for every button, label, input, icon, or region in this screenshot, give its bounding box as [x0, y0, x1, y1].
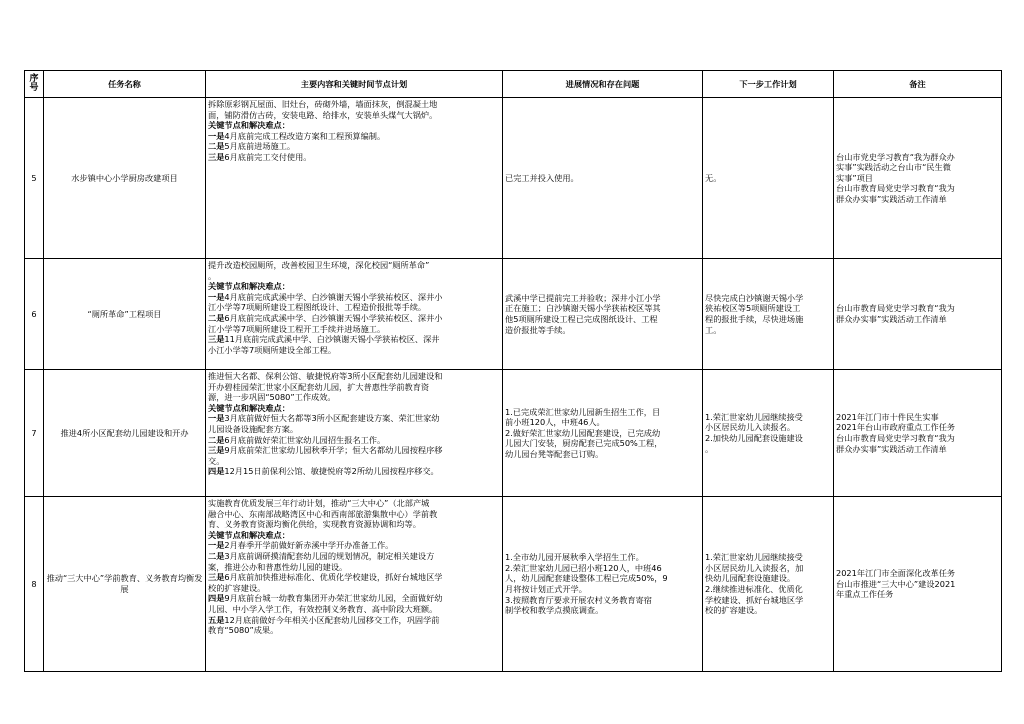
- next-plan-line: 。: [705, 443, 714, 454]
- header-remarks: 备注: [834, 71, 1002, 98]
- cell-seq: 6: [25, 259, 44, 370]
- next-plan-line: 学校建设、抓好台城地区学: [705, 594, 804, 605]
- progress-line: 1.全市幼儿园开展秋季入学招生工作。: [505, 552, 644, 563]
- next-plan-line: 尽快完成白沙镇谢天锡小学: [705, 292, 804, 303]
- cell-content: [206, 497, 503, 672]
- cell-task-name: 推动“三大中心”学前教育、义务教育均衡发展: [44, 497, 206, 672]
- remarks-line: 台山市教育局党史学习教育“我为: [836, 433, 955, 443]
- next-plan-line: 工。: [705, 324, 722, 335]
- next-plan-line: 1.荣汇世家幼儿园继续接受: [705, 552, 803, 563]
- progress-line: 2.做好荣汇世家幼儿园配套建设，已完成幼: [505, 427, 661, 438]
- header-content: 主要内容和关键时间节点计划: [206, 71, 503, 98]
- cell-seq: 5: [25, 98, 44, 259]
- cell-remarks: [834, 370, 1002, 497]
- cell-remarks: [834, 497, 1002, 672]
- content-line: 江小学等7项厕所建设工程开工手续并进场施工。: [208, 323, 386, 334]
- cell-progress: [503, 370, 703, 497]
- cell-next-plan: [703, 497, 834, 672]
- progress-line: 幼儿园台凳等配套已订购。: [505, 448, 604, 459]
- next-plan-line: 狭祐校区等5项厕所建设工: [705, 303, 801, 314]
- cell-content: [206, 370, 503, 497]
- content-line: 提升改造校园厕所，改善校园卫生环境，深化校园“厕所革命”: [208, 260, 430, 270]
- content-line: 三是6月底前完工交付使用。: [208, 151, 312, 162]
- content-line: 二是6月底前完成武溪中学、白沙镇谢天锡小学狭祐校区、深井小: [208, 312, 443, 323]
- remarks-line: 年重点工作任务: [836, 589, 894, 600]
- content-line: 关键节点和解决难点：: [208, 120, 290, 131]
- content-line: 源，进一步巩固“5080”工作成效。: [208, 392, 336, 403]
- cell-task-name: “厕所革命”工程项目: [44, 259, 206, 370]
- cell-content: [206, 98, 503, 259]
- header-task: 任务名称: [44, 71, 206, 98]
- cell-seq: 7: [25, 370, 44, 497]
- content-line: 融合中心、东南部战略湾区中心和西南部旅游集散中心）学前教: [208, 508, 438, 519]
- table-row: [25, 370, 1002, 497]
- progress-line: 3.按照教育厅要求开展农村义务教育寄宿: [505, 594, 652, 605]
- cell-progress: [503, 497, 703, 672]
- content-line: 二是6月底前做好荣汇世家幼儿园招生报名工作。: [208, 434, 386, 445]
- cell-content: [206, 259, 503, 370]
- content-line: 一是3月底前做好恒大名都等3所小区配套建设方案、荣汇世家幼: [208, 413, 440, 424]
- header-progress: 进展情况和存在问题: [503, 71, 703, 98]
- next-plan-line: 无。: [705, 172, 722, 183]
- next-plan-line: 校的扩容建设。: [705, 605, 763, 616]
- content-line: 一是4月底前完成武溪中学、白沙镇谢天锡小学狭祐校区、深井小: [208, 291, 443, 302]
- remarks-line: 实事”实践活动之台山市“民生微: [836, 162, 951, 173]
- content-line: 育、义务教育资源均衡化供给，实现教育资源协调和均等。: [208, 519, 421, 530]
- content-line: 二是3月底前调研摸清配套幼儿园的规划情况，制定相关建设方: [208, 550, 435, 561]
- content-line: 四是9月底前台城一幼教育集团开办荣汇世家幼儿园，全面做好幼: [208, 593, 443, 604]
- next-plan-line: 程的报批手续，尽快进场施: [705, 314, 804, 324]
- header-row: [25, 71, 1002, 98]
- header-next: 下一步工作计划: [703, 71, 834, 98]
- content-line: 一是4月底前完成工程改造方案和工程预算编制。: [208, 130, 386, 141]
- remarks-line: 2021年江门市十件民生实事: [836, 411, 939, 422]
- content-line: 案，推进公办和普惠性幼儿园的建设。: [208, 561, 348, 572]
- table-row: [25, 259, 1002, 370]
- remarks-line: 台山市党史学习教育“我为群众办: [836, 151, 955, 162]
- progress-line: 已完工并投入使用。: [505, 172, 579, 183]
- progress-line: 前小班120人，中班46人。: [505, 417, 605, 428]
- cell-seq: 8: [25, 497, 44, 672]
- progress-line: 月将按计划正式开学。: [505, 584, 587, 594]
- content-line: 交。: [208, 455, 225, 466]
- task-table: [24, 70, 1002, 672]
- content-line: 一是2月春季开学前做好新赤溪中学开办准备工作。: [208, 540, 394, 551]
- table-row: [25, 497, 1002, 672]
- content-line: 四是12月15日前保利公馆、敏捷悦府等2所幼儿园按程序移交。: [208, 466, 439, 477]
- content-line: 三是11月底前完成武溪中学、白沙镇谢天锡小学狭祐校区、深井: [208, 334, 440, 345]
- remarks-line: 台山市教育局党史学习教育“我为: [836, 303, 955, 314]
- remarks-line: 群众办实事”实践活动工作清单: [836, 314, 947, 324]
- progress-line: 他5项厕所建设工程已完成图纸设计、工程: [505, 314, 658, 324]
- content-line: 三是9月底前荣汇世家幼儿园秋季开学；恒大名都幼儿园按程序移: [208, 445, 443, 456]
- progress-line: 制学校和教学点摸底调查。: [505, 605, 604, 616]
- content-line: 拆除原彩钢瓦屋面、旧灶台，砖砌外墙，墙面抹灰，倒混凝土地: [208, 99, 438, 109]
- content-line: 校的扩容建设。: [208, 582, 266, 593]
- content-line: 江小学等7项厕所建设工程图纸设计、工程造价报批等手续。: [208, 302, 427, 313]
- content-line: 推进恒大名都、保利公馆、敏捷悦府等3所小区配套幼儿园建设和: [208, 371, 443, 381]
- cell-next-plan: [703, 259, 834, 370]
- cell-progress: [503, 98, 703, 259]
- progress-line: 造价报批等手续。: [505, 324, 571, 335]
- cell-remarks: [834, 259, 1002, 370]
- next-plan-line: 2.继续推进标准化、优质化: [705, 584, 803, 594]
- cell-progress: [503, 259, 703, 370]
- progress-line: 正在施工；白沙镇谢天锡小学狭祐校区等其: [505, 303, 661, 314]
- content-line: 三是6月底前加快推进标准化、优质化学校建设，抓好台城地区学: [208, 572, 443, 583]
- content-line: 二是5月底前进场施工。: [208, 141, 296, 152]
- remarks-line: 2021年台山市政府重点工作任务: [836, 422, 956, 433]
- content-line: 儿园设备设施配套方案。: [208, 423, 299, 434]
- content-line: 关键节点和解决难点：: [208, 281, 290, 292]
- remarks-line: 群众办实事”实践活动工作清单: [836, 193, 947, 204]
- content-line: 。: [208, 270, 217, 281]
- content-line: 小江小学等7项厕所建设全部工程。: [208, 344, 337, 355]
- remarks-line: 实事”项目: [836, 172, 873, 183]
- next-plan-line: 快幼儿园配套设施建设。: [705, 573, 796, 584]
- remarks-line: 群众办实事”实践活动工作清单: [836, 443, 947, 454]
- table-row: [25, 98, 1002, 259]
- remarks-line: 2021年江门市全面深化改革任务: [836, 568, 956, 579]
- content-line: 开办碧桂园荣汇世家小区配套幼儿园，扩大普惠性学前教育资: [208, 381, 430, 392]
- cell-next-plan: [703, 98, 834, 259]
- content-line: 五是12月底前做好今年相关小区配套幼儿园移交工作，巩固学前: [208, 614, 440, 625]
- progress-line: 儿园大门安装，厨房配套已完成50%工程，: [505, 438, 663, 449]
- content-line: 关键节点和解决难点：: [208, 402, 290, 413]
- header-seq: 序号: [25, 71, 44, 98]
- progress-line: 武溪中学已提前完工并验收；深井小江小学: [505, 292, 661, 303]
- next-plan-line: 小区居民幼儿入读报名。: [705, 422, 796, 433]
- cell-remarks: [834, 98, 1002, 259]
- cell-next-plan: [703, 370, 834, 497]
- content-line: 教育“5080”成果。: [208, 625, 279, 636]
- cell-task-name: 水步镇中心小学厨房改建项目: [44, 98, 206, 259]
- next-plan-line: 2.加快幼儿园配套设施建设: [705, 433, 803, 443]
- content-line: 面，铺防滑仿古砖，安装电路、给排水，安装单头煤气大锅炉。: [208, 109, 438, 120]
- next-plan-line: 1.荣汇世家幼儿园继续接受: [705, 411, 803, 422]
- progress-line: 2.荣汇世家幼儿园已招小班120人，中班46: [505, 562, 662, 573]
- cell-task-name: 推进4所小区配套幼儿园建设和开办: [44, 370, 206, 497]
- next-plan-line: 小区居民幼儿入读报名，加: [705, 562, 804, 573]
- progress-line: 人，幼儿园配套建设整体工程已完成50%，9: [505, 573, 668, 584]
- content-line: 实施教育优质发展三年行动计划，推动“三大中心”（北部产城: [208, 498, 430, 508]
- progress-line: 1.已完成荣汇世家幼儿园新生招生工作，目: [505, 406, 661, 417]
- remarks-line: 台山市教育局党史学习教育“我为: [836, 183, 955, 194]
- content-line: 儿园、中小学入学工作，有效控制义务教育、高中阶段大班额。: [208, 603, 438, 614]
- remarks-line: 台山市推进“三大中心”建设2021: [836, 578, 956, 589]
- content-line: 关键节点和解决难点：: [208, 529, 290, 540]
